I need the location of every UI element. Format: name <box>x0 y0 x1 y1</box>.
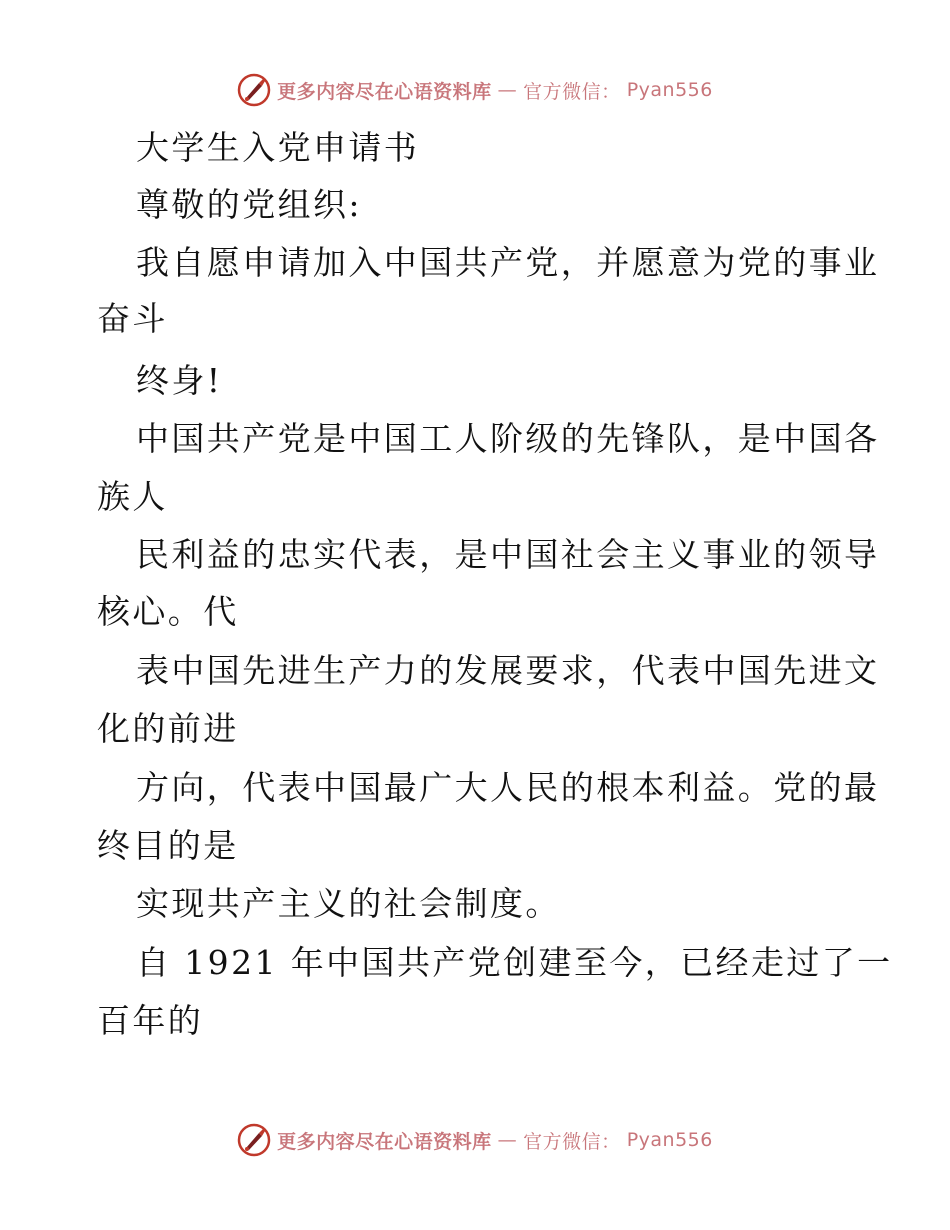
paragraph-line: 终目的是 <box>97 826 239 865</box>
paragraph-line: 奋斗 <box>97 299 168 338</box>
header-watermark <box>0 70 950 110</box>
footer-watermark <box>0 1120 950 1160</box>
paragraph-line: 百年的 <box>97 1001 204 1040</box>
watermark-wechat-id: Pyan556 <box>626 79 713 101</box>
watermark-wechat-id: Pyan556 <box>626 1129 713 1151</box>
paragraph-line: 方向，代表中国最广大人民的根本利益。党的最 <box>136 768 880 807</box>
paragraph-line: 核心。代 <box>97 592 239 631</box>
paragraph-line: 族人 <box>97 477 168 516</box>
paragraph-line: 表中国先进生产力的发展要求，代表中国先进文 <box>136 651 880 690</box>
paragraph-line: 自 1921 年中国共产党创建至今，已经走过了一 <box>136 943 893 982</box>
paragraph-line: 实现共产主义的社会制度。 <box>136 884 561 923</box>
watermark-wechat-label: 官方微信： <box>523 1130 621 1153</box>
watermark-dash: — <box>497 79 518 101</box>
watermark-title: 更多内容尽在心语资料库 <box>277 1130 492 1153</box>
paragraph-line: 终身! <box>136 361 223 400</box>
watermark-title: 更多内容尽在心语资料库 <box>277 80 492 103</box>
pen-logo-icon <box>237 1123 271 1157</box>
paragraph-line: 我自愿申请加入中国共产党，并愿意为党的事业 <box>136 243 880 282</box>
pen-logo-icon <box>237 73 271 107</box>
watermark-dash: — <box>497 1129 518 1151</box>
watermark-wechat-label: 官方微信： <box>523 80 621 103</box>
paragraph-line: 化的前进 <box>97 709 239 748</box>
paragraph-line: 民利益的忠实代表，是中国社会主义事业的领导 <box>136 535 880 574</box>
paragraph-line: 中国共产党是中国工人阶级的先锋队，是中国各 <box>136 419 880 458</box>
salutation: 尊敬的党组织: <box>136 185 362 224</box>
document-title: 大学生入党申请书 <box>136 128 420 167</box>
